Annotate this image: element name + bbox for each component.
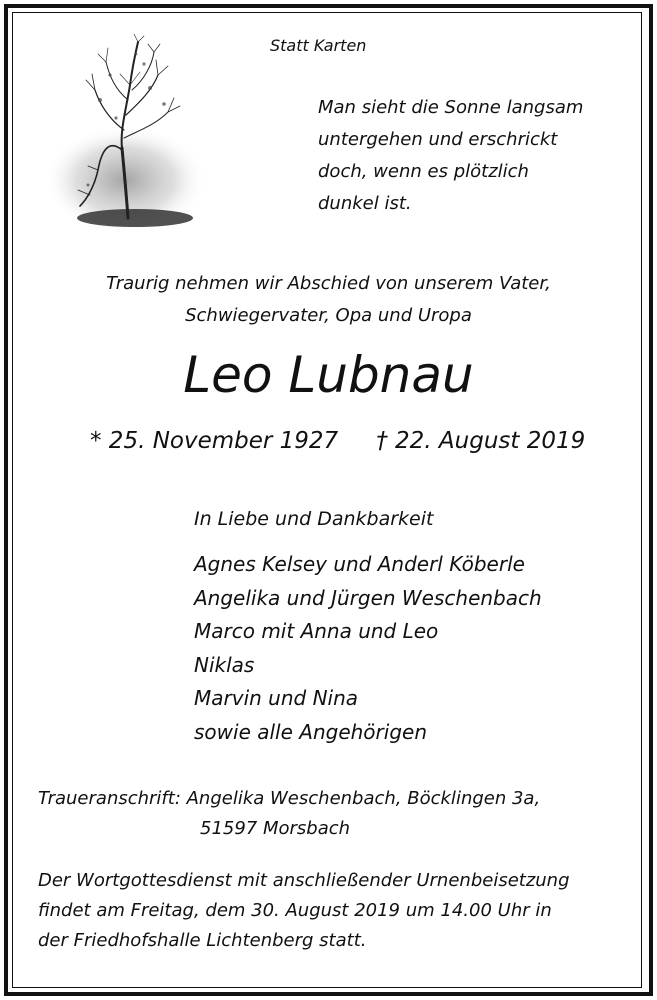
poem-line: untergehen und erschrickt: [318, 129, 558, 150]
intro-text: [0, 268, 657, 332]
tree-illustration: [40, 30, 210, 245]
service-line: Der Wortgottesdienst mit anschließender Urnenbeisetzung: [38, 870, 570, 891]
deceased-name: Leo Lubnau: [183, 346, 474, 404]
mourner-name: sowie alle Angehörigen: [194, 719, 427, 744]
life-dates: [90, 428, 585, 454]
poem-line: doch, wenn es plötzlich: [318, 161, 529, 182]
intro-line: Traurig nehmen wir Abschied von unserem Vater,: [106, 273, 551, 294]
poem: [318, 92, 583, 220]
death-date: † 22. August 2019: [376, 428, 586, 454]
mourners-list: [194, 548, 542, 749]
address-line-2: 51597 Morsbach: [200, 818, 351, 839]
mourner-name: Marco mit Anna und Leo: [194, 619, 439, 643]
mourner-name: Niklas: [194, 652, 255, 677]
mourner-name: Angelika und Jürgen Weschenbach: [194, 585, 542, 610]
service-line: findet am Freitag, dem 30. August 2019 um 14.00 Uhr in: [38, 900, 552, 921]
mourner-name: Agnes Kelsey und Anderl Köberle: [194, 552, 525, 576]
intro-line: Schwiegervater, Opa und Uropa: [185, 305, 472, 326]
mourner-name: Marvin und Nina: [194, 686, 359, 710]
poem-line: dunkel ist.: [318, 193, 412, 214]
poem-line: Man sieht die Sonne langsam: [318, 97, 584, 118]
birth-date: * 25. November 1927: [90, 428, 339, 454]
address-line-1: Traueranschrift: Angelika Weschenbach, Böcklingen 3a,: [38, 788, 541, 809]
statt-karten-label: Statt Karten: [270, 36, 367, 55]
service-announcement: [38, 866, 570, 956]
mourners-heading: In Liebe und Dankbarkeit: [194, 508, 434, 530]
service-line: der Friedhofshalle Lichtenberg statt.: [38, 930, 367, 951]
